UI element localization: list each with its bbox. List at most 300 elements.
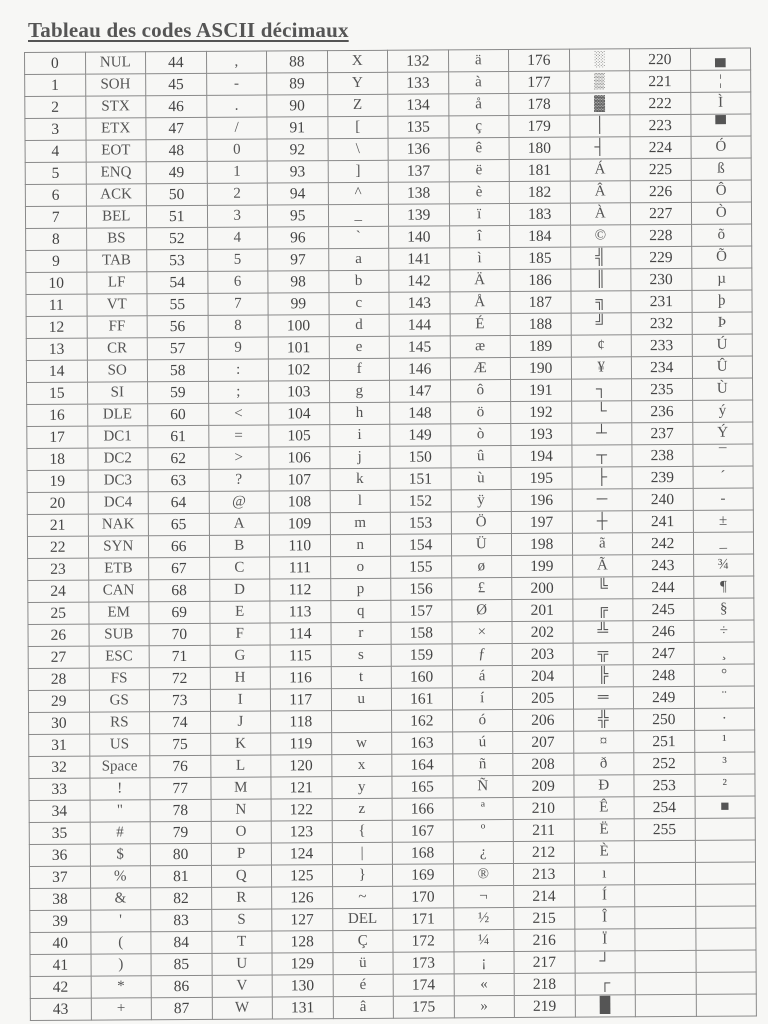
ascii-char-cell: é [333, 974, 394, 996]
ascii-char-cell: 3 [207, 205, 268, 227]
ascii-char-cell: Ý [692, 422, 753, 444]
ascii-code-cell: 159 [391, 644, 452, 666]
ascii-code-cell: 26 [28, 624, 89, 646]
ascii-char-cell: 7 [207, 293, 268, 315]
ascii-char-cell: ╩ [572, 621, 633, 643]
ascii-char-cell: u [331, 688, 392, 710]
ascii-code-cell: 41 [30, 954, 91, 976]
ascii-char-cell: ® [453, 864, 514, 886]
ascii-code-cell: 45 [146, 73, 207, 95]
ascii-code-cell: 107 [269, 469, 330, 491]
ascii-code-cell: 60 [148, 403, 209, 425]
ascii-char-cell: ä [448, 50, 509, 72]
ascii-code-cell: 90 [267, 95, 328, 117]
ascii-char-cell: ³ [694, 752, 755, 774]
ascii-code-cell [635, 884, 696, 906]
ascii-code-cell: 248 [633, 664, 694, 686]
ascii-code-cell: 220 [629, 48, 690, 70]
ascii-char-cell: Þ [692, 312, 753, 334]
ascii-code-cell: 52 [147, 227, 208, 249]
ascii-code-cell: 158 [391, 622, 452, 644]
ascii-code-cell: 217 [514, 951, 575, 973]
ascii-code-cell: 244 [633, 576, 694, 598]
ascii-code-cell: 175 [393, 996, 454, 1018]
ascii-code-cell: 95 [267, 205, 328, 227]
ascii-code-cell: 205 [512, 687, 573, 709]
ascii-char-cell: ╗ [570, 291, 631, 313]
ascii-code-cell: 101 [268, 337, 329, 359]
ascii-char-cell: s [331, 644, 392, 666]
ascii-char-cell: " [90, 800, 151, 822]
ascii-code-cell: 124 [271, 843, 332, 865]
ascii-char-cell: 5 [207, 249, 268, 271]
ascii-code-cell: 201 [512, 599, 573, 621]
ascii-char-cell: Y [327, 72, 388, 94]
ascii-code-cell: 31 [29, 734, 90, 756]
ascii-char-cell: SUB [88, 624, 149, 646]
ascii-code-cell: 177 [509, 71, 570, 93]
ascii-code-cell [635, 950, 696, 972]
ascii-char-cell: = [208, 425, 269, 447]
ascii-char-cell: å [448, 94, 509, 116]
ascii-code-cell: 255 [634, 818, 695, 840]
ascii-code-cell: 89 [267, 73, 328, 95]
ascii-code-cell: 49 [146, 161, 207, 183]
ascii-char-cell: · [694, 708, 755, 730]
ascii-char-cell: ü [333, 952, 394, 974]
ascii-char-cell: F [209, 623, 270, 645]
ascii-code-cell: 165 [392, 776, 453, 798]
ascii-char-cell: L [210, 755, 271, 777]
ascii-code-cell: 140 [389, 226, 450, 248]
ascii-char-cell: Æ [450, 358, 511, 380]
ascii-char-cell: ÷ [693, 620, 754, 642]
ascii-code-cell: 172 [393, 930, 454, 952]
ascii-code-cell: 213 [513, 863, 574, 885]
ascii-code-cell: 157 [391, 600, 452, 622]
ascii-code-cell: 13 [26, 338, 87, 360]
ascii-char-cell: * [91, 976, 152, 998]
ascii-code-cell: 231 [631, 290, 692, 312]
ascii-code-cell [635, 906, 696, 928]
ascii-char-cell: h [329, 402, 390, 424]
ascii-char-cell: ¥ [571, 357, 632, 379]
ascii-code-cell: 64 [148, 491, 209, 513]
ascii-char-cell: Ù [692, 378, 753, 400]
ascii-char-cell [695, 928, 756, 950]
ascii-code-cell: 122 [271, 799, 332, 821]
ascii-char-cell: SYN [88, 536, 149, 558]
ascii-code-cell: 23 [28, 558, 89, 580]
ascii-code-cell: 253 [634, 774, 695, 796]
ascii-char-cell: STX [85, 96, 146, 118]
ascii-char-cell: c [328, 292, 389, 314]
ascii-code-cell: 27 [28, 646, 89, 668]
ascii-char-cell: o [330, 556, 391, 578]
ascii-char-cell: ┬ [571, 445, 632, 467]
ascii-code-cell: 212 [513, 841, 574, 863]
ascii-char-cell: SI [87, 382, 148, 404]
ascii-char-cell: ô [450, 380, 511, 402]
ascii-code-cell: 209 [513, 775, 574, 797]
ascii-char-cell: ┌ [575, 973, 636, 995]
ascii-char-cell: FF [87, 316, 148, 338]
ascii-char-cell: DC4 [88, 492, 149, 514]
ascii-table-body [25, 48, 757, 1020]
ascii-code-cell: 233 [631, 334, 692, 356]
ascii-code-cell: 211 [513, 819, 574, 841]
ascii-char-cell: NUL [85, 52, 146, 74]
ascii-char-cell: E [209, 601, 270, 623]
ascii-char-cell: ¼ [453, 930, 514, 952]
ascii-char-cell: n [330, 534, 391, 556]
ascii-char-cell: V [212, 975, 273, 997]
ascii-char-cell [696, 950, 757, 972]
ascii-char-cell: Ï [574, 929, 635, 951]
ascii-char-cell: DLE [87, 404, 148, 426]
ascii-code-cell: 182 [509, 181, 570, 203]
ascii-code-cell: 137 [388, 160, 449, 182]
ascii-code-cell: 239 [632, 466, 693, 488]
ascii-code-cell [635, 928, 696, 950]
ascii-char-cell: ┘ [575, 951, 636, 973]
ascii-char-cell: : [208, 359, 269, 381]
ascii-code-cell: 178 [509, 93, 570, 115]
ascii-code-cell: 224 [630, 136, 691, 158]
ascii-char-cell: § [693, 598, 754, 620]
ascii-code-cell: 75 [150, 733, 211, 755]
ascii-code-cell: 80 [150, 843, 211, 865]
ascii-char-cell: CR [87, 338, 148, 360]
ascii-code-cell: 25 [28, 602, 89, 624]
ascii-char-cell: ▓ [569, 93, 630, 115]
ascii-char-cell: ¨ [694, 686, 755, 708]
ascii-char-cell: á [452, 666, 513, 688]
ascii-code-cell: 47 [146, 117, 207, 139]
ascii-char-cell: EOT [86, 140, 147, 162]
ascii-char-cell: ¶ [693, 576, 754, 598]
ascii-char-cell: ¬ [453, 886, 514, 908]
ascii-code-cell: 113 [270, 601, 331, 623]
ascii-char-cell: │ [569, 115, 630, 137]
ascii-char-cell: ╔ [572, 599, 633, 621]
ascii-code-cell: 151 [390, 468, 451, 490]
ascii-char-cell: ) [91, 954, 152, 976]
ascii-code-cell: 150 [390, 446, 451, 468]
ascii-code-cell: 197 [511, 511, 572, 533]
ascii-code-cell: 67 [149, 557, 210, 579]
ascii-char-cell: _ [328, 204, 389, 226]
ascii-char-cell: T [211, 931, 272, 953]
ascii-code-cell: 33 [29, 778, 90, 800]
ascii-code-cell: 69 [149, 601, 210, 623]
ascii-code-cell: 111 [270, 557, 331, 579]
table-row [30, 994, 756, 1020]
ascii-code-cell: 254 [634, 796, 695, 818]
ascii-char-cell: ] [328, 160, 389, 182]
ascii-code-cell: 214 [514, 885, 575, 907]
ascii-char-cell: N [211, 799, 272, 821]
ascii-char-cell: À [570, 203, 631, 225]
ascii-code-cell: 131 [272, 997, 333, 1019]
ascii-char-cell: DC3 [88, 470, 149, 492]
ascii-code-cell: 136 [388, 138, 449, 160]
ascii-char-cell: b [328, 270, 389, 292]
ascii-code-cell: 21 [27, 514, 88, 536]
ascii-char-cell: d [329, 314, 390, 336]
ascii-code-cell: 55 [147, 293, 208, 315]
ascii-char-cell: ï [449, 204, 510, 226]
ascii-char-cell: └ [571, 401, 632, 423]
ascii-code-cell: 203 [512, 643, 573, 665]
ascii-code-cell: 114 [270, 623, 331, 645]
ascii-char-cell: , [206, 51, 267, 73]
ascii-code-cell: 15 [27, 382, 88, 404]
ascii-char-cell: ÿ [451, 490, 512, 512]
ascii-code-cell: 169 [392, 864, 453, 886]
ascii-code-cell: 117 [270, 689, 331, 711]
ascii-code-cell: 234 [631, 356, 692, 378]
ascii-code-cell: 86 [151, 975, 212, 997]
ascii-code-cell: 16 [27, 404, 88, 426]
ascii-code-cell: 161 [391, 688, 452, 710]
ascii-char-cell: VT [86, 294, 147, 316]
ascii-code-cell: 104 [269, 403, 330, 425]
ascii-code-cell: 174 [393, 974, 454, 996]
ascii-code-cell: 79 [150, 821, 211, 843]
ascii-char-cell: © [570, 225, 631, 247]
ascii-code-cell: 3 [25, 118, 86, 140]
ascii-char-cell: █ [575, 995, 636, 1017]
ascii-code-cell: 194 [511, 445, 572, 467]
ascii-code-cell: 192 [511, 401, 572, 423]
ascii-char-cell: 6 [207, 271, 268, 293]
ascii-code-cell: 181 [509, 159, 570, 181]
ascii-code-cell: 17 [27, 426, 88, 448]
ascii-char-cell: º [453, 820, 514, 842]
ascii-code-cell: 155 [391, 556, 452, 578]
ascii-code-cell: 236 [632, 400, 693, 422]
ascii-char-cell: DC1 [87, 426, 148, 448]
ascii-char-cell: ■ [695, 796, 756, 818]
ascii-code-cell: 24 [28, 580, 89, 602]
ascii-code-cell: 5 [25, 162, 86, 184]
ascii-char-cell: ╝ [571, 313, 632, 335]
ascii-char-cell: ù [451, 468, 512, 490]
ascii-char-cell: Ð [573, 775, 634, 797]
ascii-char-cell: ú [452, 732, 513, 754]
ascii-char-cell: > [208, 447, 269, 469]
ascii-char-cell: ¦ [690, 70, 751, 92]
ascii-code-cell: 226 [630, 180, 691, 202]
ascii-char-cell: ì [449, 248, 510, 270]
ascii-char-cell: ~ [332, 886, 393, 908]
ascii-char-cell: Ø [451, 600, 512, 622]
ascii-table [24, 48, 757, 1021]
ascii-char-cell: à [448, 72, 509, 94]
ascii-char-cell: ² [694, 774, 755, 796]
ascii-char-cell: Â [570, 181, 631, 203]
ascii-code-cell: 184 [510, 225, 571, 247]
ascii-code-cell: 168 [392, 842, 453, 864]
ascii-char-cell: Å [449, 292, 510, 314]
ascii-char-cell: ½ [453, 908, 514, 930]
ascii-code-cell: 164 [392, 754, 453, 776]
ascii-char-cell: Ó [691, 136, 752, 158]
ascii-code-cell: 48 [146, 139, 207, 161]
ascii-code-cell: 91 [267, 117, 328, 139]
ascii-char-cell: ( [90, 932, 151, 954]
ascii-char-cell: CAN [88, 580, 149, 602]
ascii-code-cell: 0 [25, 52, 86, 74]
ascii-code-cell: 44 [146, 51, 207, 73]
ascii-code-cell: 227 [630, 202, 691, 224]
ascii-char-cell: x [331, 754, 392, 776]
ascii-code-cell: 68 [149, 579, 210, 601]
ascii-char-cell: H [210, 667, 271, 689]
ascii-char-cell: B [209, 535, 270, 557]
ascii-char-cell: Î [574, 907, 635, 929]
ascii-char-cell: Z [327, 94, 388, 116]
ascii-code-cell: 235 [632, 378, 693, 400]
ascii-code-cell: 32 [29, 756, 90, 778]
ascii-char-cell: » [454, 996, 515, 1018]
ascii-code-cell: 42 [30, 976, 91, 998]
ascii-char-cell: ó [452, 710, 513, 732]
ascii-code-cell: 81 [150, 865, 211, 887]
ascii-code-cell: 88 [266, 51, 327, 73]
ascii-code-cell: 30 [29, 712, 90, 734]
ascii-char-cell: a [328, 248, 389, 270]
ascii-char-cell: w [331, 732, 392, 754]
ascii-char-cell [695, 906, 756, 928]
ascii-char-cell: ░ [569, 49, 630, 71]
ascii-code-cell [634, 862, 695, 884]
ascii-char-cell: 2 [207, 183, 268, 205]
ascii-char-cell: 9 [208, 337, 269, 359]
ascii-char-cell: ¿ [453, 842, 514, 864]
ascii-char-cell: ¤ [573, 731, 634, 753]
ascii-code-cell: 143 [389, 292, 450, 314]
ascii-char-cell: ß [691, 158, 752, 180]
ascii-code-cell: 171 [393, 908, 454, 930]
ascii-char-cell: Ç [332, 930, 393, 952]
ascii-code-cell: 176 [508, 49, 569, 71]
ascii-code-cell [635, 972, 696, 994]
ascii-char-cell: SOH [85, 74, 146, 96]
ascii-code-cell: 232 [631, 312, 692, 334]
ascii-char-cell: k [330, 468, 391, 490]
ascii-char-cell: ´ [693, 466, 754, 488]
ascii-code-cell: 215 [514, 907, 575, 929]
ascii-char-cell: j [329, 446, 390, 468]
ascii-code-cell: 62 [148, 447, 209, 469]
ascii-char-cell: ┼ [572, 511, 633, 533]
ascii-code-cell: 97 [268, 249, 329, 271]
ascii-char-cell: # [90, 822, 151, 844]
ascii-char-cell: ç [448, 116, 509, 138]
ascii-char-cell: ╣ [570, 247, 631, 269]
ascii-code-cell: 251 [634, 730, 695, 752]
ascii-code-cell: 127 [272, 909, 333, 931]
ascii-char-cell: M [210, 777, 271, 799]
ascii-char-cell: ¡ [454, 952, 515, 974]
ascii-code-cell: 118 [271, 711, 332, 733]
ascii-char-cell: TAB [86, 250, 147, 272]
ascii-char-cell: ETB [88, 558, 149, 580]
ascii-code-cell: 14 [26, 360, 87, 382]
ascii-code-cell: 73 [149, 689, 210, 711]
ascii-char-cell: RS [89, 712, 150, 734]
ascii-char-cell: @ [209, 491, 270, 513]
ascii-char-cell: Ô [691, 180, 752, 202]
ascii-char-cell: Ã [572, 555, 633, 577]
ascii-char-cell: î [449, 226, 510, 248]
ascii-char-cell: I [210, 689, 271, 711]
ascii-code-cell: 148 [390, 402, 451, 424]
ascii-char-cell: } [332, 864, 393, 886]
ascii-code-cell: 6 [25, 184, 86, 206]
ascii-char-cell: K [210, 733, 271, 755]
ascii-code-cell: 35 [29, 822, 90, 844]
ascii-code-cell: 189 [510, 335, 571, 357]
ascii-char-cell: ENQ [86, 162, 147, 184]
ascii-char-cell: Ú [692, 334, 753, 356]
ascii-code-cell: 242 [632, 532, 693, 554]
ascii-char-cell: i [329, 424, 390, 446]
ascii-code-cell: 128 [272, 931, 333, 953]
ascii-char-cell: Ä [449, 270, 510, 292]
ascii-code-cell: 132 [387, 50, 448, 72]
ascii-code-cell: 20 [27, 492, 88, 514]
ascii-char-cell: ╬ [573, 709, 634, 731]
ascii-code-cell: 28 [28, 668, 89, 690]
ascii-char-cell: U [212, 953, 273, 975]
ascii-code-cell: 129 [272, 953, 333, 975]
ascii-char-cell: ┴ [571, 423, 632, 445]
ascii-code-cell: 92 [267, 139, 328, 161]
ascii-char-cell: û [450, 446, 511, 468]
ascii-char-cell: ─ [572, 489, 633, 511]
ascii-char-cell: f [329, 358, 390, 380]
ascii-char-cell: ö [450, 402, 511, 424]
ascii-char-cell: C [209, 557, 270, 579]
ascii-char-cell: \ [328, 138, 389, 160]
ascii-char-cell: ± [693, 510, 754, 532]
ascii-code-cell: 2 [25, 96, 86, 118]
ascii-code-cell: 34 [29, 800, 90, 822]
ascii-code-cell: 74 [150, 711, 211, 733]
ascii-code-cell: 252 [634, 752, 695, 774]
ascii-char-cell: Ö [451, 512, 512, 534]
ascii-code-cell: 135 [388, 116, 449, 138]
ascii-code-cell: 162 [392, 710, 453, 732]
ascii-char-cell: { [332, 820, 393, 842]
ascii-char-cell: ê [449, 138, 510, 160]
ascii-char-cell: ¾ [693, 554, 754, 576]
ascii-char-cell: ├ [572, 467, 633, 489]
ascii-char-cell: Ë [574, 819, 635, 841]
ascii-code-cell: 147 [390, 380, 451, 402]
ascii-char-cell: r [330, 622, 391, 644]
ascii-code-cell: 187 [510, 291, 571, 313]
ascii-char-cell: ý [692, 400, 753, 422]
ascii-char-cell: EM [88, 602, 149, 624]
ascii-char-cell: Í [574, 885, 635, 907]
ascii-code-cell: 180 [509, 137, 570, 159]
ascii-code-cell: 11 [26, 294, 87, 316]
ascii-char-cell: J [210, 711, 271, 733]
